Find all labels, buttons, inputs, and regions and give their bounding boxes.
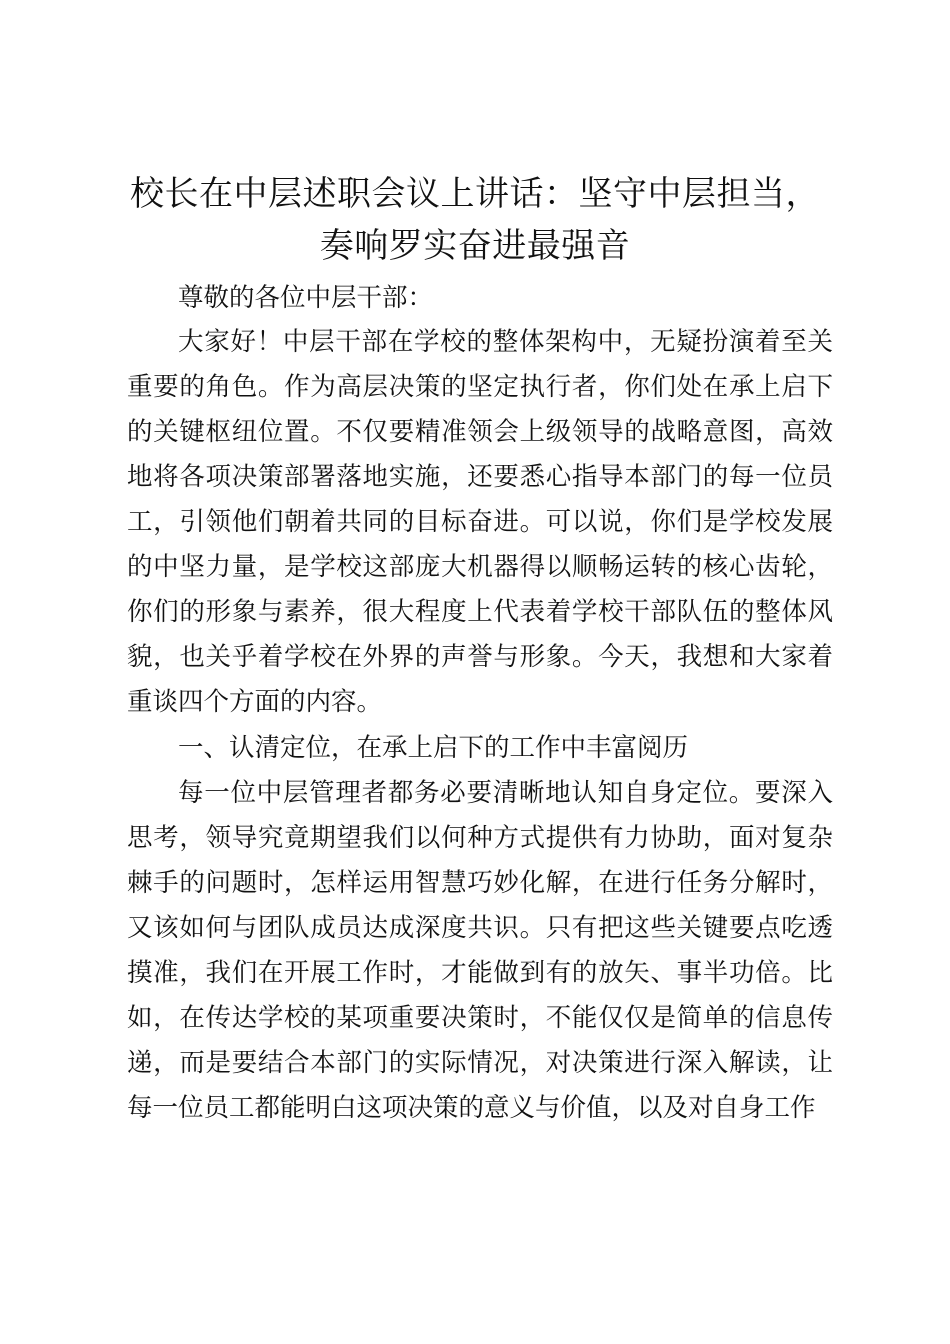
document-title-line-2: 奏响罗实奋进最强音 [319, 226, 631, 266]
paragraph-section-1: 每一位中层管理者都务必要清晰地认知自身定位。要深入思考，领导究竟期望我们以何种方式提供有力协助，面对复杂棘手的问题时，怎样运用智慧巧妙化解，在进行任务分解时，又该如何与团队成员达成深度共识。只有把这些关键要点吃透摸准，我们在开展工作时，才能做到有的放矢、事半功倍。比如，在传达学校的某项重要决策时，不能仅仅是简单的信息传递，而是要结合本部门的实际情况，对决策进行深入解读，让每一位员工都能明白这项决策的意义与价值，以及对自身工作 [127, 778, 833, 1123]
greeting: 尊敬的各位中层干部： [178, 283, 434, 313]
document-title-line-1: 校长在中层述职会议上讲话：坚守中层担当， [130, 174, 820, 214]
paragraph-intro: 大家好！中层干部在学校的整体架构中，无疑扮演着至关重要的角色。作为高层决策的坚定执行者，你们处在承上启下的关键枢纽位置。不仅要精准领会上级领导的战略意图，高效地将各项决策部署落地实施，还要悉心指导本部门的每一位员工，引领他们朝着共同的目标奋进。可以说，你们是学校发展的中坚力量，是学校这部庞大机器得以顺畅运转的核心齿轮，你们的形象与素养，很大程度上代表着学校干部队伍的整体风貌，也关乎着学校在外界的声誉与形象。今天，我想和大家着重谈四个方面的内容。 [127, 327, 833, 717]
section-heading-1: 一、认清定位，在承上启下的工作中丰富阅历 [178, 733, 689, 763]
